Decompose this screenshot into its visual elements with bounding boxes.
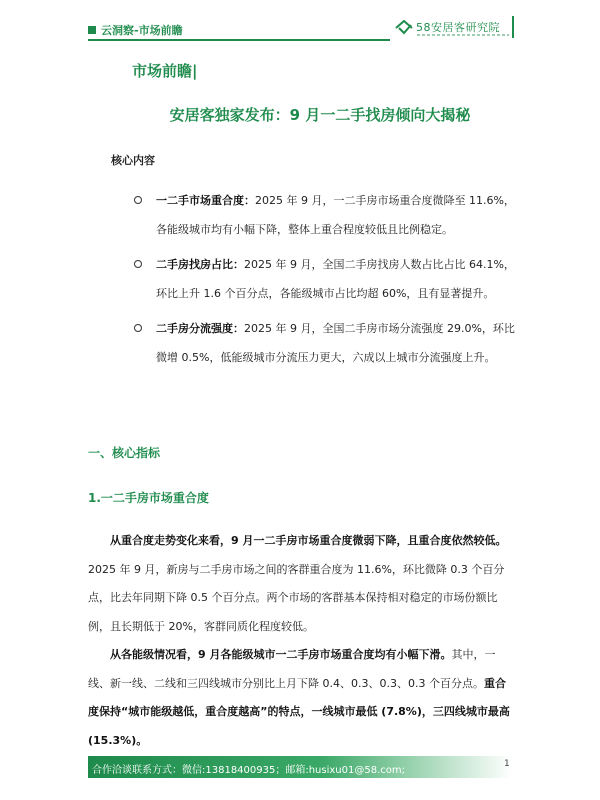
item-separator: ： — [233, 258, 244, 271]
bullet-circle-icon — [134, 196, 142, 204]
item-label: 一二手市场重合度 — [156, 194, 244, 207]
header-divider — [512, 16, 514, 38]
list-item — [134, 314, 519, 372]
item-text: 2025 年 9 月，全国二手房市场分流强度 29.0%，环比微增 0.5%，低能级城市分流压力更大，六成以上城市分流强度上升。 — [156, 322, 515, 364]
item-text: 2025 年 9 月，全国二手房找房人数占比占比 64.1%，环比上升 1.6 个百分点，各能级城市占比均超 60%，且有显著提升。 — [156, 258, 515, 300]
section-name: 市场前瞻| — [132, 62, 198, 80]
footer-contact: 合作洽谈联系方式：微信:13818400935；邮箱:husixu01@58.com; — [92, 765, 405, 776]
paragraph-text: 其中，一线、新一线、二线和三四线城市分别比上月下降 0.4、0.3、0.3、0.3 个百分点。 — [88, 648, 496, 690]
page-number: 1 — [504, 759, 510, 769]
logo — [395, 18, 515, 44]
paragraph-lead: 从重合度走势变化来看，9 月一二手房市场重合度微弱下降，且重合度依然较低。 — [110, 534, 507, 547]
bullet-circle-icon — [134, 324, 142, 332]
page-title: 安居客独家发布：9 月一二手找房倾向大揭秘 — [169, 106, 471, 124]
logo-text: 58安居客研究院 — [416, 21, 500, 34]
list-item — [134, 250, 519, 308]
subsection-heading: 1.一二手房市场重合度 — [88, 491, 209, 505]
page-header — [0, 14, 600, 46]
item-label: 二手房分流强度 — [156, 322, 233, 335]
header-rule — [88, 39, 390, 41]
paragraph-text: 2025 年 9 月，新房与二手房市场之间的客群重合度为 11.6%，环比微降 0.3 个百分点，比去年同期下降 0.5 个百分点。两个市场的客群基本保持相对稳定的市场份额比例，且长期低于 20%，客群同质化程度较低。 — [88, 562, 505, 633]
core-heading: 核心内容 — [111, 154, 155, 167]
item-text: 2025 年 9 月，一二手房市场重合度微降至 11.6%，各能级城市均有小幅下降，整体上重合程度较低且比例稳定。 — [156, 194, 515, 236]
paragraph-highlight: 重合度保持“城市能级越低，重合度越高”的特点，一线城市最低 (7.8%)，三四线城市最高 (15.3%)。 — [88, 676, 510, 747]
list-item — [134, 186, 519, 244]
item-separator: ： — [233, 322, 244, 335]
logo-house-icon — [395, 20, 413, 36]
logo-subtext — [417, 34, 509, 36]
paragraph — [88, 527, 512, 641]
section-heading: 一、核心指标 — [88, 446, 161, 460]
paragraph-lead: 从各能级情况看，9 月各能级城市一二手房市场重合度均有小幅下滑。 — [110, 648, 452, 661]
item-separator: ： — [244, 194, 255, 207]
breadcrumb: 云洞察-市场前瞻 — [101, 24, 183, 37]
header-square-icon — [88, 26, 96, 34]
body-text — [88, 527, 512, 755]
paragraph — [88, 641, 512, 755]
bullet-circle-icon — [134, 260, 142, 268]
core-list — [134, 186, 519, 378]
item-label: 二手房找房占比 — [156, 258, 233, 271]
